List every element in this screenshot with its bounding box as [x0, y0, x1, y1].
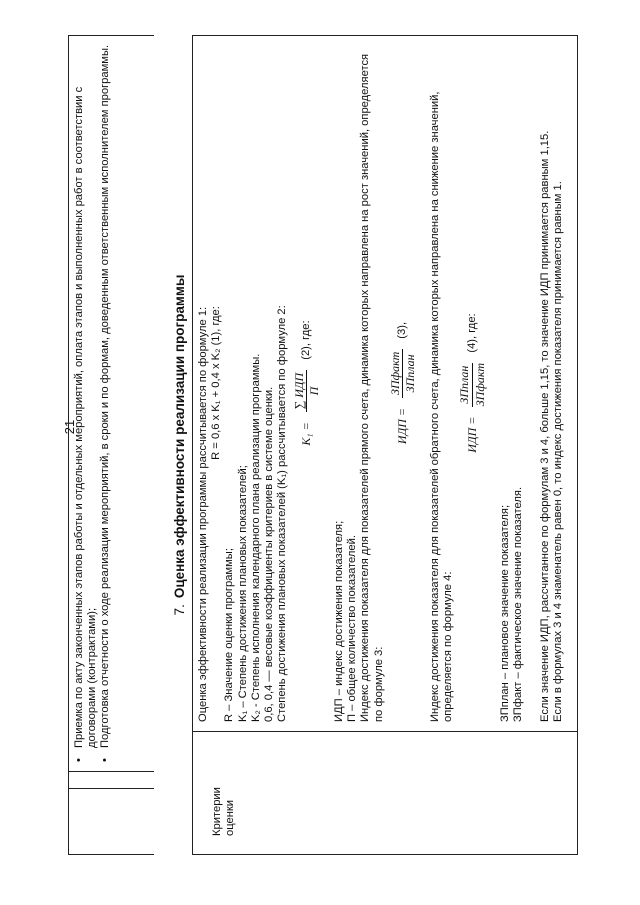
- definition-zp-fact: ЗПфакт – фактическое значение показателя.: [512, 486, 524, 722]
- k1-intro-text: Степень достижения плановых показателей (K₁) рассчитывается по формуле 2:: [276, 305, 289, 722]
- page-number: 21: [62, 419, 77, 435]
- formula-3-numerator: ЗПфакт: [388, 349, 403, 398]
- rotated-page: [68, 35, 578, 855]
- definition-zp-plan: ЗПплан – плановое значение показателя;: [498, 504, 511, 722]
- formula-1: R = 0,6 x K₁ + 0,4 x K₂ (1), где:: [210, 306, 223, 460]
- criteria-label-cell: [193, 731, 577, 854]
- section-title: Оценка эффективности реализации программы: [172, 274, 187, 599]
- formula-2-tag: (2), где:: [299, 320, 312, 360]
- formula-4-numerator: ЗПплан: [457, 363, 472, 407]
- bullet-item: • Приемка по акту законченных этапов работы и отдельных мероприятий, оплата этапов и выполненных работ в соответствии с договорами (контрактами);: [73, 42, 99, 762]
- definition-k1: K₁ – Степень достижения плановых показателей;: [236, 465, 249, 722]
- formula-4-denominator: ЗПфакт: [472, 363, 487, 407]
- definition-p: П – общее количество показателей.: [346, 534, 359, 722]
- rule-zero-denominator: Если в формулах 3 и 4 знаменатель равен 0, то индекс достижения показателя принимается равным 1.: [552, 181, 565, 722]
- formula-3-lhs: ИДП =: [395, 407, 410, 445]
- top-table: [68, 35, 154, 855]
- formula-2-denominator: П: [306, 386, 321, 396]
- criteria-label: Критерии оценки: [211, 787, 237, 836]
- rule-cap: Если значение ИДП, рассчитанное по формулам 3 и 4, больше 1,15, то значение ИДП принимается равным 1,15.: [539, 130, 552, 722]
- formula-3-fraction: [388, 349, 417, 398]
- formula-3-denominator: ЗПплан: [402, 354, 417, 393]
- reverse-count-text: Индекс достижения показателя для показателей обратного счета, динамика которых направлена на снижение значений, определяется по формуле 4:: [429, 91, 455, 722]
- definition-r: R – Значение оценки программы;: [223, 548, 236, 722]
- criteria-table: [192, 35, 578, 855]
- definition-idp: ИДП – индекс достижения показателя;: [332, 520, 345, 722]
- formula-4-lhs: ИДП =: [465, 416, 480, 453]
- formula-2-fraction: [292, 370, 321, 413]
- top-table-bullets: [73, 42, 113, 762]
- definition-coefficients: 0,6, 0,4 — весовые коэффициенты критериев в системе оценки.: [263, 386, 276, 722]
- formula-4-fraction: [457, 363, 486, 407]
- section-number: 7.: [172, 604, 187, 616]
- direct-count-text: Индекс достижения показателя для показателей прямого счета, динамика которых направлена на рост значений, определяется по формуле 3:: [359, 53, 385, 722]
- formula-2-numerator: ∑ ИДП: [292, 370, 307, 413]
- top-table-empty-cell: [69, 788, 154, 854]
- definition-k2: K₂ - Степень исполнения календарного плана реализации программы.: [249, 353, 262, 722]
- formula-2: [292, 44, 321, 722]
- formula-2-lhs: K₁ =: [299, 422, 314, 446]
- section-heading: [172, 35, 188, 855]
- criteria-body: [197, 44, 566, 722]
- formula-4-tag: (4), где:: [465, 313, 478, 353]
- top-table-number-cell: [69, 771, 154, 788]
- formula-3: [388, 44, 417, 722]
- intro-text: Оценка эффективности реализации программы рассчитывается по формуле 1:: [197, 306, 209, 722]
- formula-4: [457, 44, 486, 722]
- bullet-item: • Подготовка отчетности о ходе реализации мероприятий, в сроки и по формам, доведенным ответственным исполнителем программы.: [99, 42, 112, 762]
- formula-3-tag: (3),: [395, 321, 408, 339]
